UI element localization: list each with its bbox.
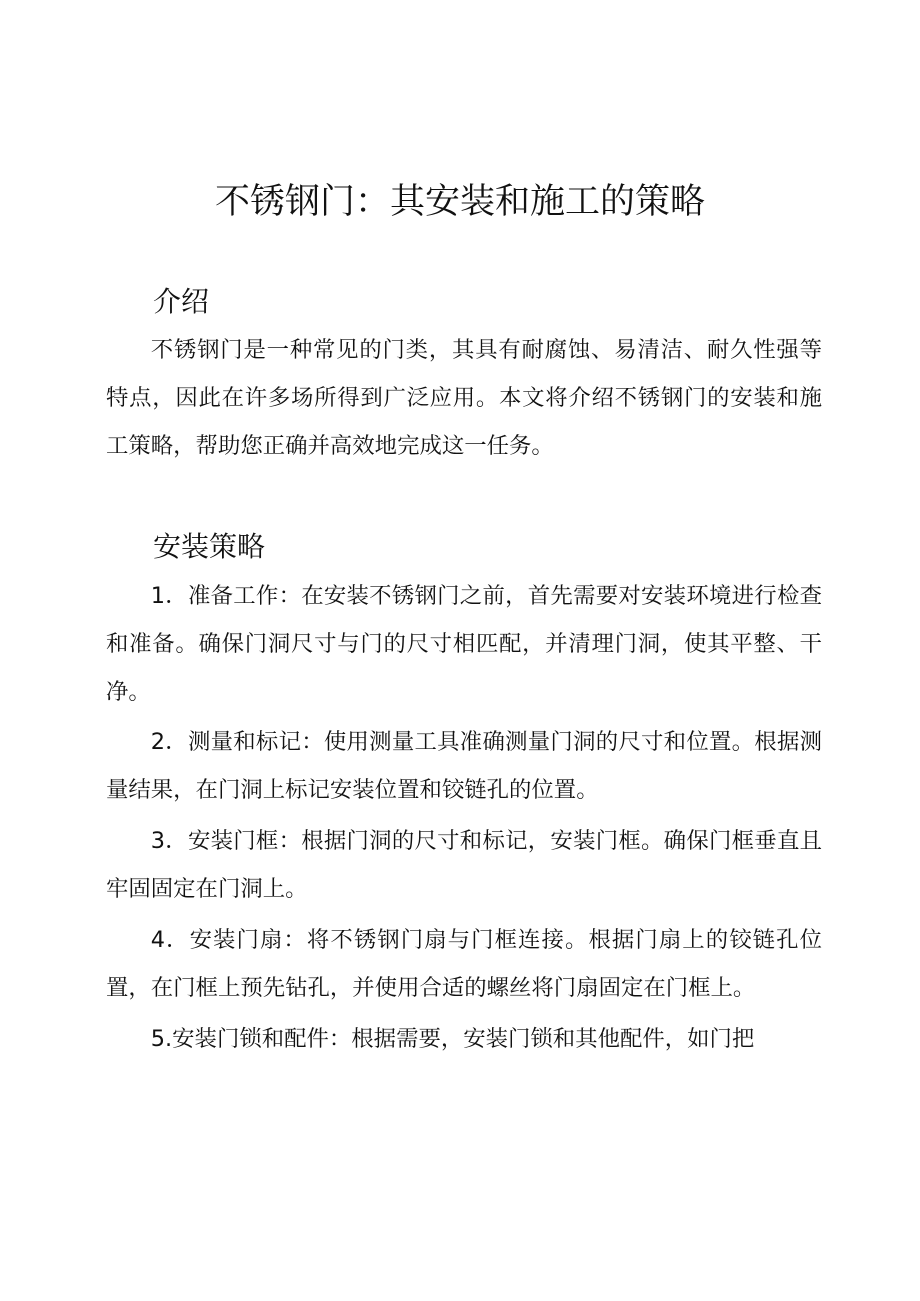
section-heading-strategy: 安装策略 (153, 530, 266, 563)
strategy-step: 4．安装门扇：将不锈钢门扇与门框连接。根据门扇上的铰链孔位置，在门框上预先钻孔，并使用合适的螺丝将门扇固定在门框上。 (106, 927, 822, 1001)
intro-paragraph: 不锈钢门是一种常见的门类，其具有耐腐蚀、易清洁、耐久性强等特点，因此在许多场所得到广泛应用。本文将介绍不锈钢门的安装和施工策略，帮助您正确并高效地完成这一任务。 (106, 337, 822, 459)
document-title: 不锈钢门：其安装和施工的策略 (214, 182, 705, 222)
strategy-step: 1．准备工作：在安装不锈钢门之前，首先需要对安装环境进行检查和准备。确保门洞尺寸与门的尺寸相匹配，并清理门洞，使其平整、干净。 (106, 583, 822, 705)
section-heading-intro: 介绍 (153, 285, 210, 318)
strategy-step: 5.安装门锁和配件：根据需要，安装门锁和其他配件，如门把 (150, 1026, 755, 1052)
strategy-step: 3．安装门框：根据门洞的尺寸和标记，安装门框。确保门框垂直且牢固固定在门洞上。 (106, 828, 822, 902)
strategy-step: 2．测量和标记：使用测量工具准确测量门洞的尺寸和位置。根据测量结果，在门洞上标记安装位置和铰链孔的位置。 (106, 729, 822, 803)
